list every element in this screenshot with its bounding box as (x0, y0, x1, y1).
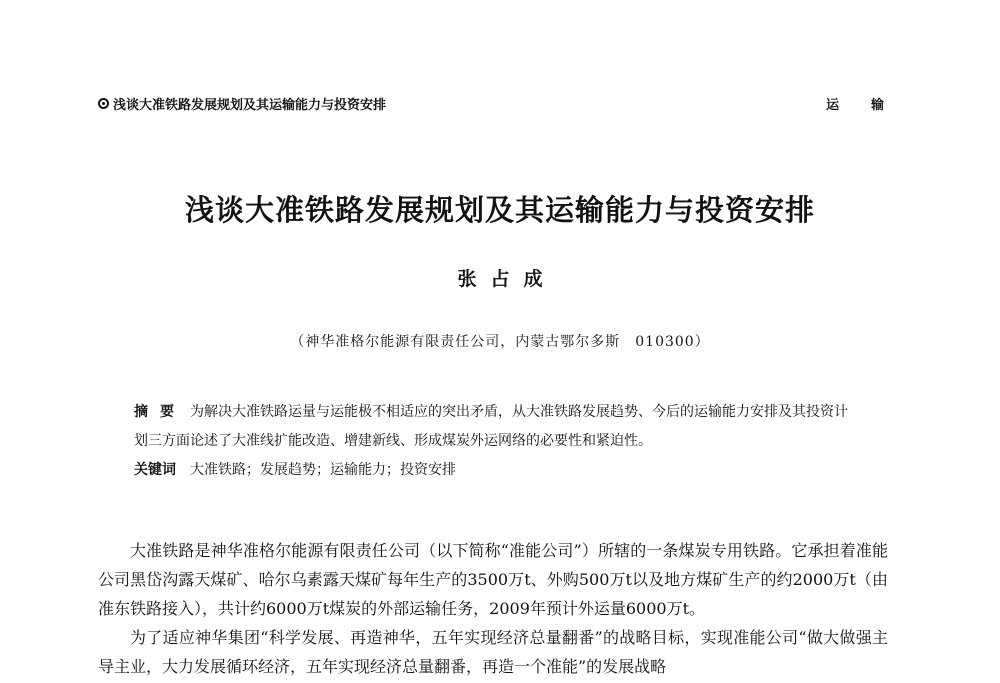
body-text (98, 536, 888, 681)
body-paragraph: 为了适应神华集团“科学发展、再造神华，五年实现经济总量翻番”的战略目标，实现准能公司“做大做强主导主业，大力发展循环经济，五年实现经济总量翻番，再造一个准能”的发展战略 (98, 628, 888, 676)
article-title: 浅谈大准铁路发展规划及其运输能力与投资安排 (184, 193, 815, 227)
keywords-label: 关键词 (134, 462, 176, 478)
keywords-text: 大准铁路；发展趋势；运输能力；投资安排 (190, 462, 456, 478)
running-header-section: 运输 (825, 98, 916, 113)
author-name: 张占成 (457, 268, 557, 290)
keywords-paragraph (134, 456, 854, 485)
abstract-text: 为解决大准铁路运量与运能极不相适应的突出矛盾，从大准铁路发展趋势、今后的运输能力安排及其投资计划三方面论述了大准线扩能改造、增建新线、形成煤炭外运网络的必要性和紧迫性。 (134, 404, 848, 449)
running-header (98, 94, 916, 116)
abstract-paragraph (134, 398, 854, 456)
bullet-circle-icon (98, 98, 109, 109)
running-header-title: 浅谈大准铁路发展规划及其运输能力与投资安排 (113, 98, 387, 113)
author-affiliation: （神华准格尔能源有限责任公司，内蒙古鄂尔多斯 010300） (290, 334, 710, 350)
body-paragraph: 大准铁路是神华准格尔能源有限责任公司（以下简称“准能公司”）所辖的一条煤炭专用铁路。它承担着准能公司黑岱沟露天煤矿、哈尔乌素露天煤矿每年生产的3500万t、外购500万t以及地方煤矿生产的约2000万t（由准东铁路接入），共计约6000万t煤炭的外部运输任务，2009年预计外运量6000万t。 (98, 541, 888, 618)
running-header-left (98, 94, 386, 113)
abstract-block (134, 398, 854, 485)
abstract-label: 摘要 (134, 404, 186, 420)
